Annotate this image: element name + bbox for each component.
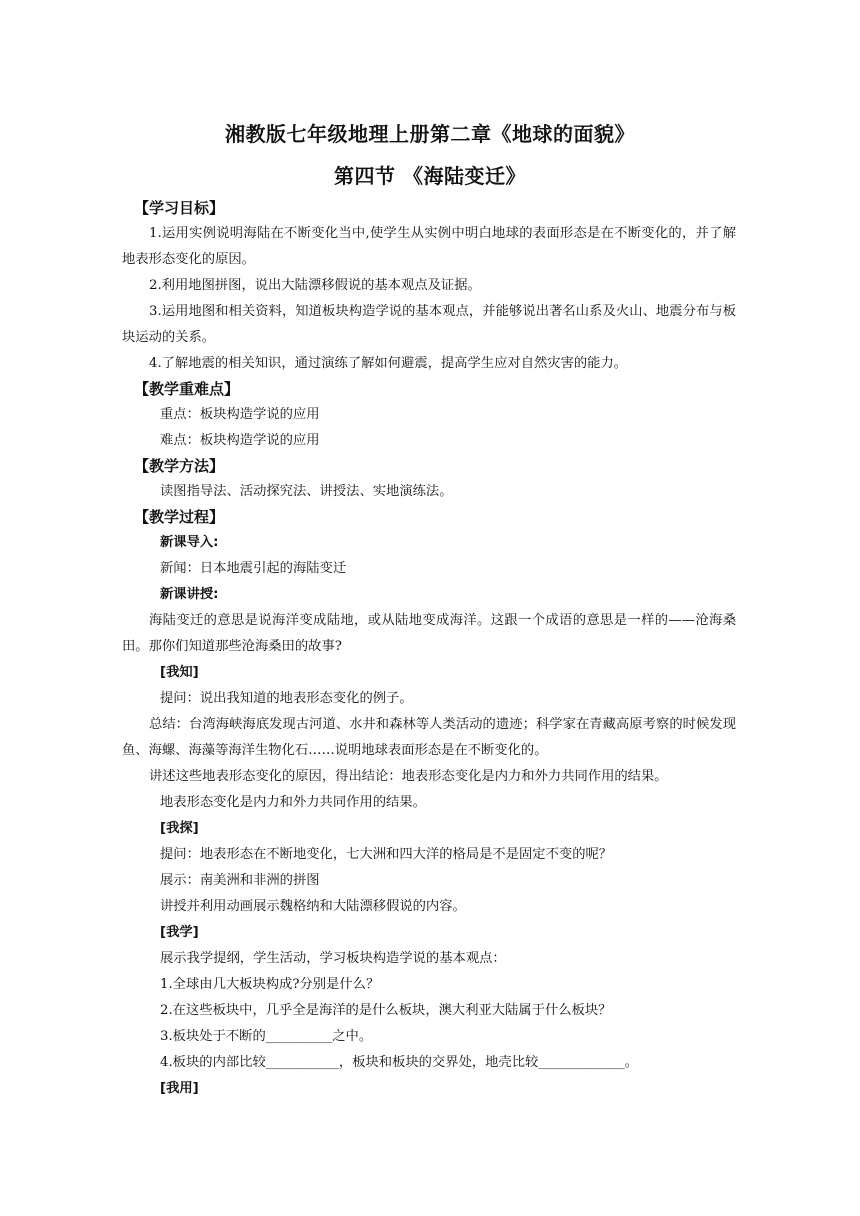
learn-question: 3.板块处于不断的__________之中。 (160, 1029, 373, 1044)
use-label: [我用] (160, 1081, 199, 1096)
lecture-label: 新课讲授: (160, 587, 219, 602)
methods-heading: 【教学方法】 (134, 457, 225, 475)
key-point-focus: 重点：板块构造学说的应用 (160, 407, 320, 422)
explore-label: [我探] (160, 821, 199, 836)
know-summary: 总结：台湾海峡海底发现古河道、水井和森林等人类活动的遗迹；科学家在青藏高原考察的时候发现鱼、海螺、海藻等海洋生物化石……说明地球表面形态是在不断变化的。 (122, 717, 736, 758)
explore-show: 展示：南美洲和非洲的拼图 (160, 873, 320, 888)
learn-question: 1.全球由几大板块构成?分别是什么？ (160, 977, 380, 992)
section-title: 第四节 《海陆变迁》 (334, 164, 526, 188)
document-title: 湘教版七年级地理上册第二章《地球的面貌》 (225, 122, 635, 146)
objective-item: 4.了解地震的相关知识，通过演练了解如何避震，提高学生应对自然灾害的能力。 (149, 356, 628, 371)
document-body (122, 196, 736, 1102)
intro-label: 新课导入: (160, 535, 219, 550)
key-points-heading: 【教学重难点】 (134, 380, 240, 398)
learn-question: 2.在这些板块中，几乎全是海洋的是什么板块，澳大利亚大陆属于什么板块？ (160, 1003, 612, 1018)
explore-teach: 讲授并利用动画展示魏格纳和大陆漂移假说的内容。 (160, 899, 466, 914)
objective-item: 2.利用地图拼图，说出大陆漂移假说的基本观点及证据。 (149, 278, 481, 293)
methods-text: 读图指导法、活动探究法、讲授法、实地演练法。 (160, 484, 453, 499)
know-label: [我知] (160, 665, 199, 680)
know-conclusion: 地表形态变化是内力和外力共同作用的结果。 (160, 795, 426, 810)
explore-question: 提问：地表形态在不断地变化，七大洲和四大洋的格局是不是固定不变的呢？ (160, 847, 613, 862)
learn-intro: 展示我学提纲，学生活动，学习板块构造学说的基本观点： (160, 951, 506, 966)
lecture-text: 海陆变迁的意思是说海洋变成陆地，或从陆地变成海洋。这跟一个成语的意思是一样的——沧海桑田。那你们知道那些沧海桑田的故事? (122, 613, 736, 654)
learn-question: 4.板块的内部比较___________，板块和板块的交界处，地壳比较_____________。 (160, 1055, 639, 1070)
objectives-heading: 【学习目标】 (134, 199, 225, 217)
objective-item: 1.运用实例说明海陆在不断变化当中,使学生从实例中明白地球的表面形态是在不断变化的，并了解地表形态变化的原因。 (122, 226, 736, 267)
objective-item: 3.运用地图和相关资料，知道板块构造学说的基本观点，并能够说出著名山系及火山、地震分布与板块运动的关系。 (122, 304, 736, 345)
learn-label: [我学] (160, 925, 199, 940)
know-reason: 讲述这些地表形态变化的原因，得出结论：地表形态变化是内力和外力共同作用的结果。 (149, 769, 668, 784)
process-heading: 【教学过程】 (134, 508, 225, 526)
know-question: 提问：说出我知道的地表形态变化的例子。 (160, 691, 413, 706)
intro-text: 新闻：日本地震引起的海陆变迁 (160, 561, 347, 576)
key-point-difficulty: 难点：板块构造学说的应用 (160, 433, 320, 448)
